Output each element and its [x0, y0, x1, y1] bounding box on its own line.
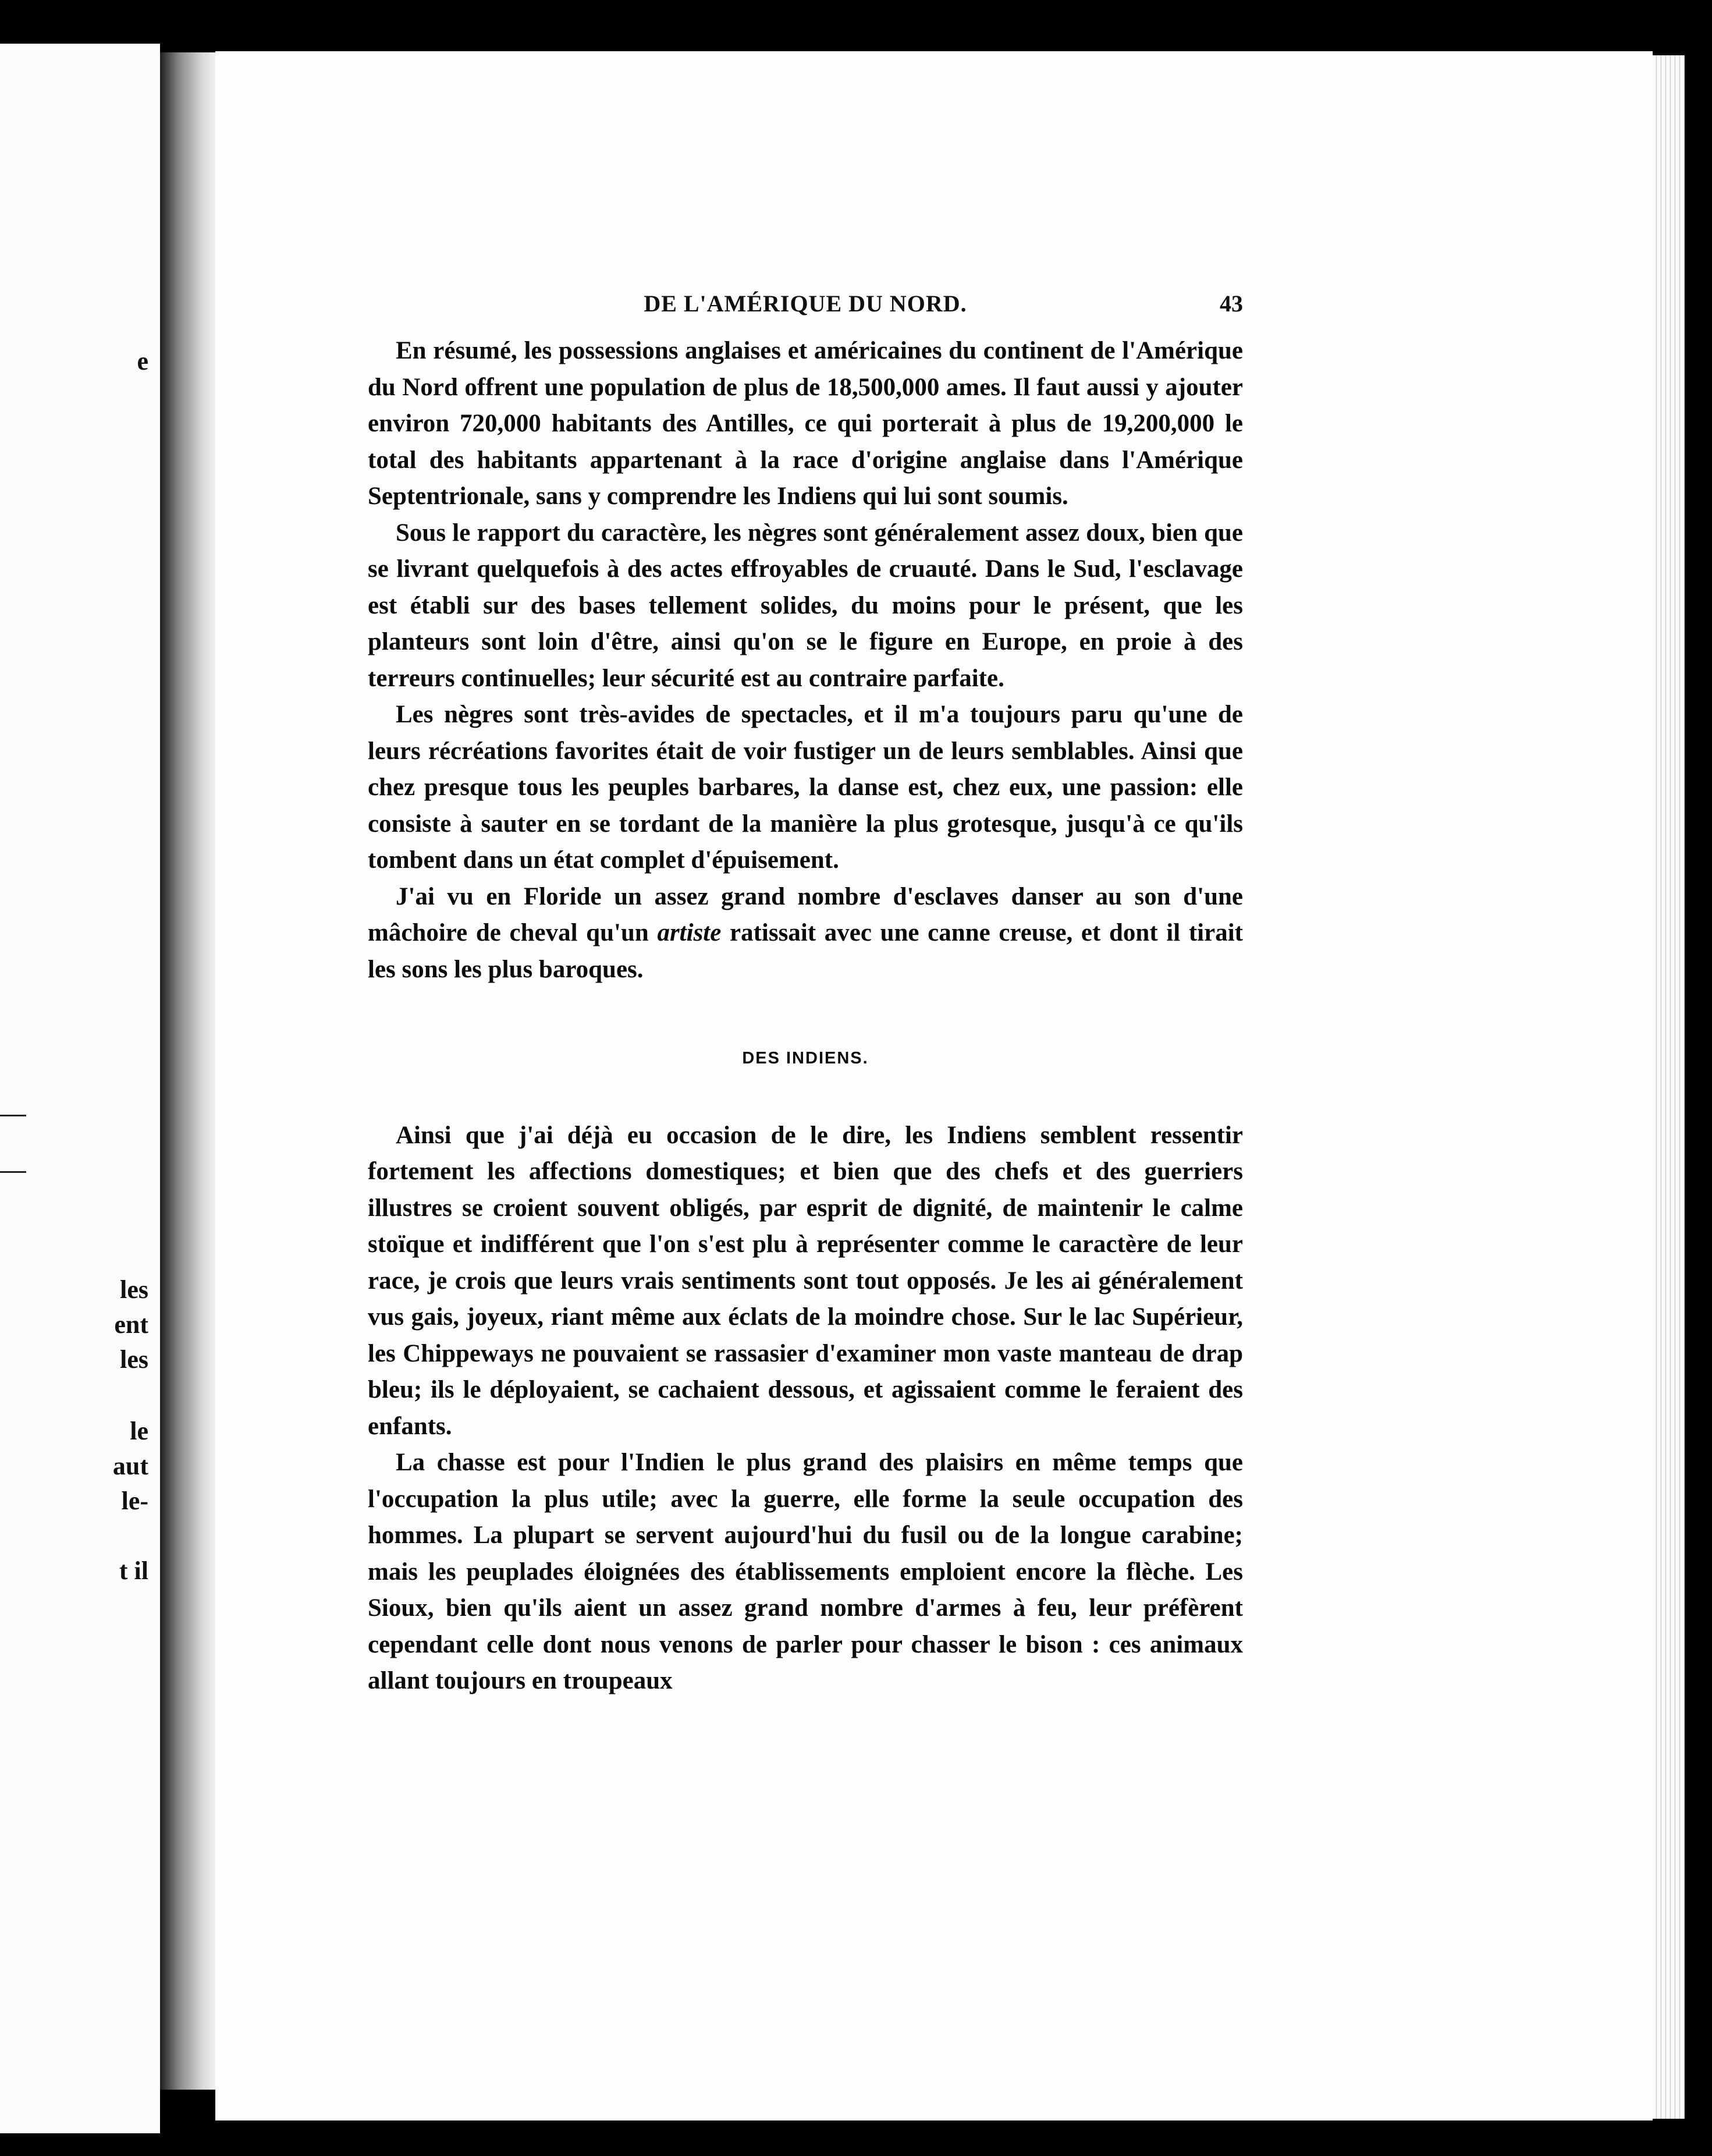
paragraph: La chasse est pour l'Indien le plus grand des plaisirs en même temps que l'occupation la plus utile; avec la guerre, elle forme la seule occupation des hommes. La plupart se servent aujourd'hui du fusil ou de la longue carabine; mais les peuplades éloignées des établissements emploient encore la flèche. Les Sioux, bien qu'ils aient un assez grand nombre d'armes à feu, leur préfèrent cependant celle dont nous venons de parler pour chasser le bison : ces animaux allant toujours en troupeaux: [368, 1449, 1243, 1694]
paragraph: En résumé, les possessions anglaises et américaines du continent de l'Amérique du Nord offrent une population de plus de 18,500,000 ames. Il faut aussi y ajouter environ 720,000 habitants des Antilles, ce qui porterait à plus de 19,200,000 le total des habitants appartenant à la race d'origine anglaise dans l'Amérique Septentrionale, sans y comprendre les Indiens qui lui sont soumis.: [368, 337, 1243, 510]
paragraph: Les nègres sont très-avides de spectacles, et il m'a toujours paru qu'une de leurs récréations favorites était de voir fustiger un de leurs semblables. Ainsi que chez presque tous les peuples barbares, la danse est, chez eux, une passion: elle consiste à sauter en se tordant de la manière la plus grotesque, jusqu'à ce qu'ils tombent dans un état complet d'épuisement.: [368, 701, 1243, 874]
page-stack-edge: [1653, 55, 1685, 2119]
left-page-fragment: aut: [112, 1452, 148, 1480]
paragraph-text: ratissait avec une canne creuse, et dont il tirait les sons les plus baroques.: [368, 919, 1243, 983]
left-page-fragment: les: [120, 1345, 148, 1374]
left-page-fragment: t il: [119, 1556, 148, 1585]
left-page-fragment: le-: [121, 1487, 148, 1515]
page-header: [368, 290, 1243, 319]
paragraph: Ainsi que j'ai déjà eu occasion de le dire, les Indiens semblent ressentir fortement les affections domestiques; et bien que des chefs et des guerriers illustres se croient souvent obligés, par esprit de dignité, de maintenir le calme stoïque et indifférent que l'on s'est plu à représenter comme le caractère de leur race, je crois que leurs vrais sentiments sont tout opposés. Je les ai généralement vus gais, joyeux, riant même aux éclats de la moindre chose. Sur le lac Supérieur, les Chippeways ne pouvaient se rassasier d'examiner mon vaste manteau de drap bleu; ils le déployaient, se cachaient dessous, et agissaient comme le feraient des enfants.: [368, 1121, 1243, 1440]
paragraph: Sous le rapport du caractère, les nègres sont généralement assez doux, bien que se livrant quelquefois à des actes effroyables de cruauté. Dans le Sud, l'esclavage est établi sur des bases tellement solides, du moins pour le présent, que les planteurs sont loin d'être, ainsi qu'on se le figure en Europe, en proie à des terreurs continuelles; leur sécurité est au contraire parfaite.: [368, 519, 1243, 692]
running-title: DE L'AMÉRIQUE DU NORD.: [644, 290, 967, 317]
section-heading: DES INDIENS.: [742, 1049, 869, 1068]
left-page-rule: [0, 1115, 26, 1116]
paragraph-text: J'ai vu en Floride un assez grand nombre d'esclaves danser au son d'une mâchoire de cheval qu'un: [368, 882, 1243, 946]
left-page-fragment: les: [120, 1275, 148, 1304]
italic-word: artiste: [657, 919, 722, 946]
book-gutter-shadow: [160, 52, 215, 2090]
left-facing-page: [0, 44, 160, 2133]
left-page-fragment: e: [137, 347, 148, 375]
left-page-rule: [0, 1171, 26, 1173]
page-body: [368, 333, 1243, 1700]
left-page-fragment: ent: [114, 1310, 148, 1339]
page-number: 43: [1220, 290, 1243, 317]
paragraph: [368, 879, 1243, 988]
left-page-fragment: le: [130, 1417, 148, 1445]
